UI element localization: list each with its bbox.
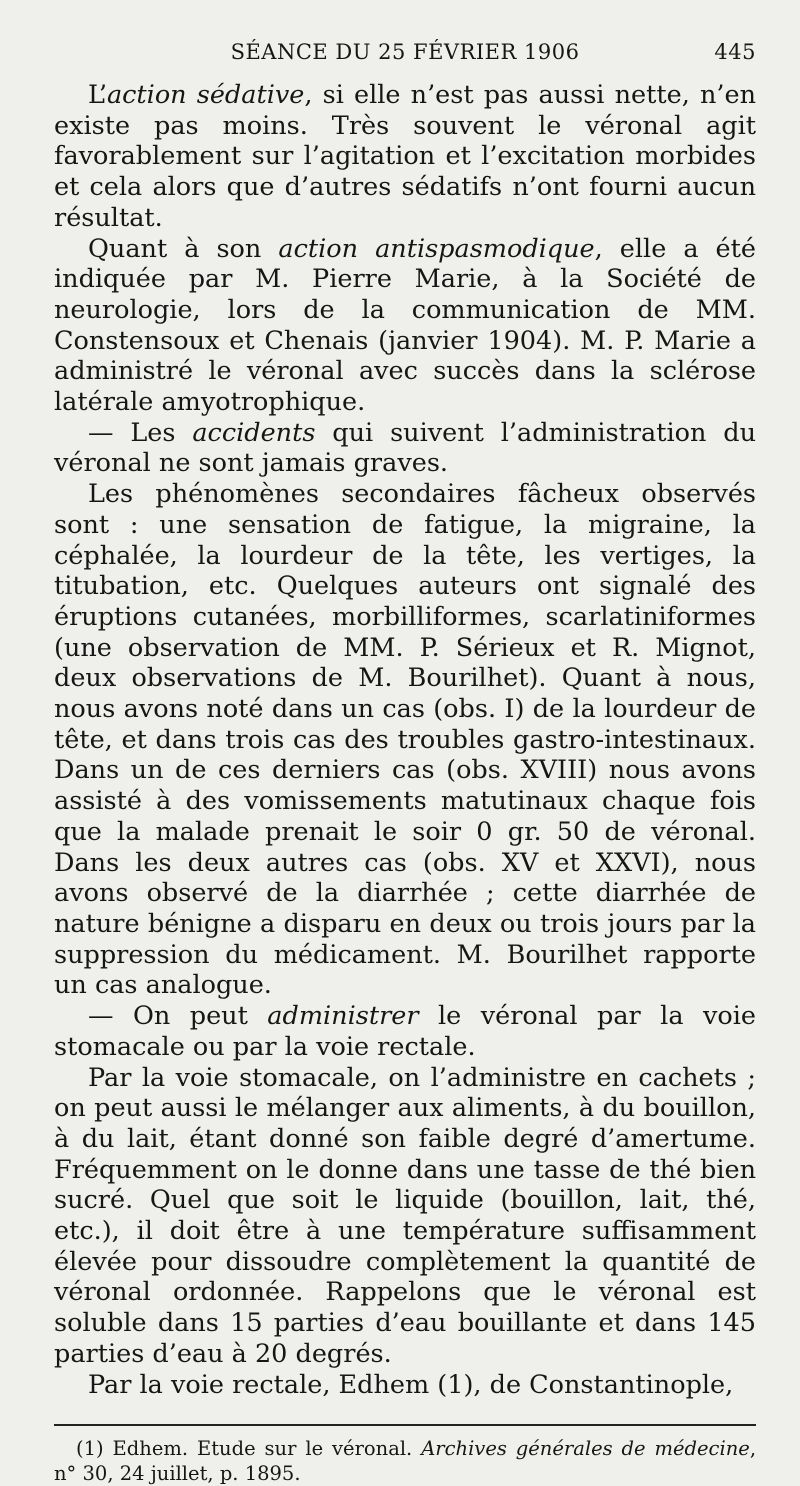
- paragraph-text: — On peut: [88, 1001, 268, 1032]
- main-text: [54, 80, 756, 1400]
- italic-term: action antispasmodique: [278, 233, 595, 264]
- footnote-divider: [54, 1424, 756, 1426]
- paragraph-text: , elle a été indiquée par M. Pierre Marie, à la Société de neurologie, lors de la communication de MM. Constensoux et Chenais (janvier 1904). M. P. Marie a administré le véronal avec succès dans la sclérose latérale amyotrophique.: [54, 233, 756, 418]
- paragraph-text: L’: [88, 80, 107, 110]
- italic-term: action sédative: [106, 80, 305, 110]
- paragraph-oral-route: Par la voie stomacale, on l’administre en cachets ; on peut aussi le mélanger aux aliments, à du bouillon, à du lait, étant donné son faible degré d’amertume. Fréquemment on le donne dans une tasse de thé bien sucré. Quel que soit le liquide (bouillon, lait, thé, etc.), il doit être à une température suffisamment élevée pour dissoudre complètement la quantité de véronal ordonnée. Rappelons que le véronal est soluble dans 15 parties d’eau bouillante et dans 145 parties d’eau à 20 degrés.: [54, 1062, 756, 1369]
- paragraph-rectal-route: Par la voie rectale, Edhem (1), de Constantinople,: [88, 1369, 734, 1400]
- paragraph-administration: [54, 1001, 756, 1062]
- running-head: [54, 28, 756, 80]
- paragraph-text: Quant à son: [88, 233, 279, 264]
- italic-term: accidents: [192, 417, 316, 448]
- paragraph-side-effects: Les phénomènes secondaires fâcheux observés sont : une sensation de fatigue, la migraine, la céphalée, la lourdeur de la tête, les vertiges, la titubation, etc. Quelques auteurs ont signalé des éruptions cutanées, morbilliformes, scarlatiniformes (une observation de MM. P. Sérieux et R. Mignot, deux observations de M. Bourilhet). Quant à nous, nous avons noté dans un cas (obs. I) de la lourdeur de tête, et dans trois cas des troubles gastro-intestinaux. Dans un de ces derniers cas (obs. XVIII) nous avons assisté à des vomissements matutinaux chaque fois que la malade prenait le soir 0 gr. 50 de véronal. Dans les deux autres cas (obs. XV et XXVI), nous avons observé de la diarrhée ; cette diarrhée de nature bénigne a disparu en deux ou trois jours par la suppression du médicament. M. Bourilhet rapporte un cas analogue.: [54, 479, 756, 1001]
- footnote-journal-title: Archives générales de médecine: [421, 1437, 750, 1461]
- paragraph-accidents: [54, 418, 756, 479]
- footnote-text: (1) Edhem. Etude sur le véronal.: [76, 1437, 422, 1461]
- paragraph-antispasmodic-action: [54, 234, 756, 418]
- italic-term: administrer: [267, 1001, 419, 1032]
- page-number: 445: [714, 40, 756, 64]
- paragraph-sedative-action: [54, 80, 756, 234]
- footnote: [54, 1436, 756, 1486]
- running-head-title: SÉANCE DU 25 FÉVRIER 1906: [230, 40, 580, 64]
- paragraph-text: — Les: [88, 417, 193, 448]
- paragraph-text: le véronal par la voie stomacale ou par la voie rectale.: [54, 1001, 756, 1062]
- paragraph-text: , si elle n’est pas aussi nette, n’en existe pas moins. Très souvent le véronal agit favorablement sur l’agitation et l’excitation morbides et cela alors que d’autres sédatifs n’ont fourni aucun résultat.: [54, 80, 756, 233]
- paragraph-text: qui suivent l’administration du véronal ne sont jamais graves.: [54, 417, 756, 479]
- footnote-text: , n° 30, 24 juillet, p. 1895.: [54, 1437, 757, 1486]
